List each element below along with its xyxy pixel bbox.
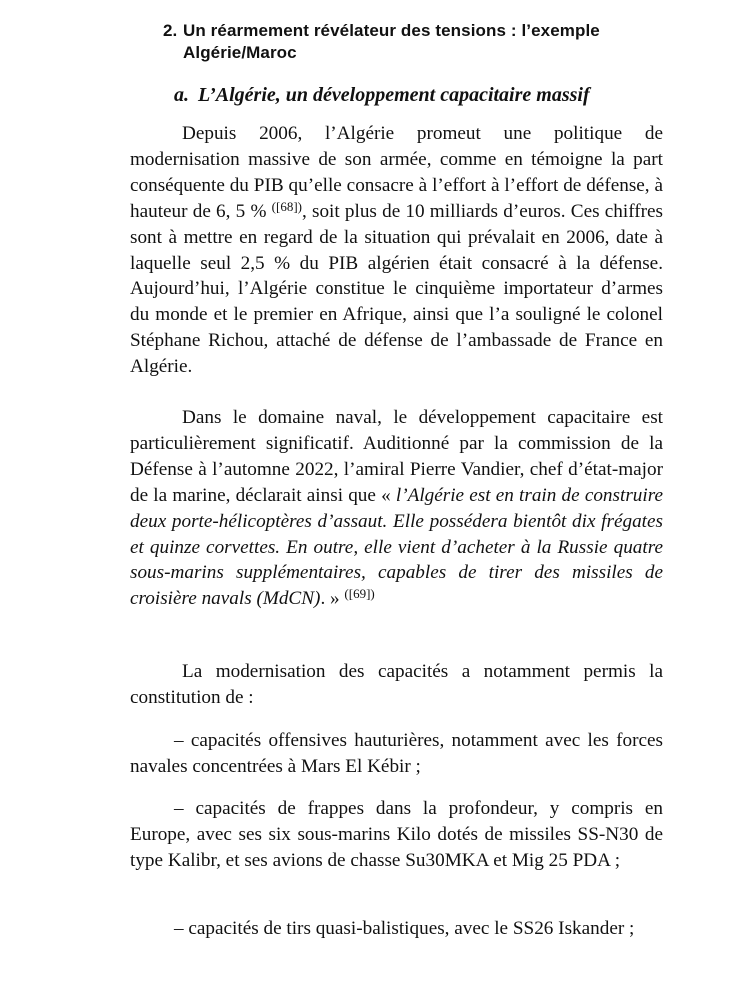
paragraph-capabilities-intro xyxy=(130,659,663,711)
footnote-ref-69[interactable]: ([69]) xyxy=(344,586,375,602)
paragraph-naval-development xyxy=(130,405,663,612)
list-item-ballistic-capabilities xyxy=(130,916,663,942)
paragraph-text: Depuis 2006, l’Algérie promeut une politique de modernisation massive de son armée, comme en témoigne la part conséquente du PIB qu’elle consacre à l’effort à l’effort de défense, à hauteur de 6, 5 % xyxy=(130,123,663,222)
list-item-text: – capacités de frappes dans la profondeur, y compris en Europe, avec ses six sous-marins Kilo dotés de missiles SS-N30 de type Kalibr, et ses avions de chasse Su30MKA et Mig 25 PDA ; xyxy=(130,798,663,871)
section-heading xyxy=(163,20,683,64)
paragraph-text-continued: , soit plus de 10 milliards d’euros. Ces chiffres sont à mettre en regard de la situation qui prévalait en 2006, date à laquelle seul 2,5 % du PIB algérien était consacré à la défense. Aujourd’hui, l’Algérie constitue le cinquième importateur d’armes du monde et le premier en Afrique, ainsi que l’a souligné le colonel Stéphane Richou, attaché de défense de l’ambassade de France en Algérie. xyxy=(130,200,664,378)
footnote-ref-68[interactable]: ([68]) xyxy=(271,198,302,214)
paragraph-text: Dans le domaine naval, le développement capacitaire est particulièrement significatif. Auditionné par la commission de la Défense à l’automne 2022, l’amiral Pierre Vandier, chef d’état-major de la marine, déclarait ainsi que « xyxy=(130,407,663,506)
subsection-letter: a. xyxy=(174,84,189,106)
paragraph-military-spending xyxy=(130,121,663,380)
section-title-line2: Algérie/Maroc xyxy=(183,43,297,62)
list-item-text: – capacités offensives hauturières, notamment avec les forces navales concentrées à Mars El Kébir ; xyxy=(130,730,663,777)
section-title-line1: Un réarmement révélateur des tensions : l’exemple xyxy=(183,21,600,40)
admiral-quote: l’Algérie est en train de construire deux porte-hélicoptères d’assaut. Elle possédera bientôt dix frégates et quinze corvettes. En outre, elle vient d’acheter à la Russie quatre sous-marins supplémentaires, capables de tirer des missiles de croisière navals (MdCN) xyxy=(130,484,663,610)
section-number: 2. xyxy=(163,21,178,40)
list-item-text: – capacités de tirs quasi-balistiques, avec le SS26 Iskander ; xyxy=(174,918,635,939)
paragraph-text: La modernisation des capacités a notamment permis la constitution de : xyxy=(130,661,663,708)
list-item-offshore-capabilities xyxy=(130,728,663,780)
list-item-deep-strike-capabilities xyxy=(130,796,663,874)
subsection-heading xyxy=(174,82,590,108)
quote-closing: . » xyxy=(320,588,340,610)
subsection-title: L’Algérie, un développement capacitaire massif xyxy=(198,84,590,106)
